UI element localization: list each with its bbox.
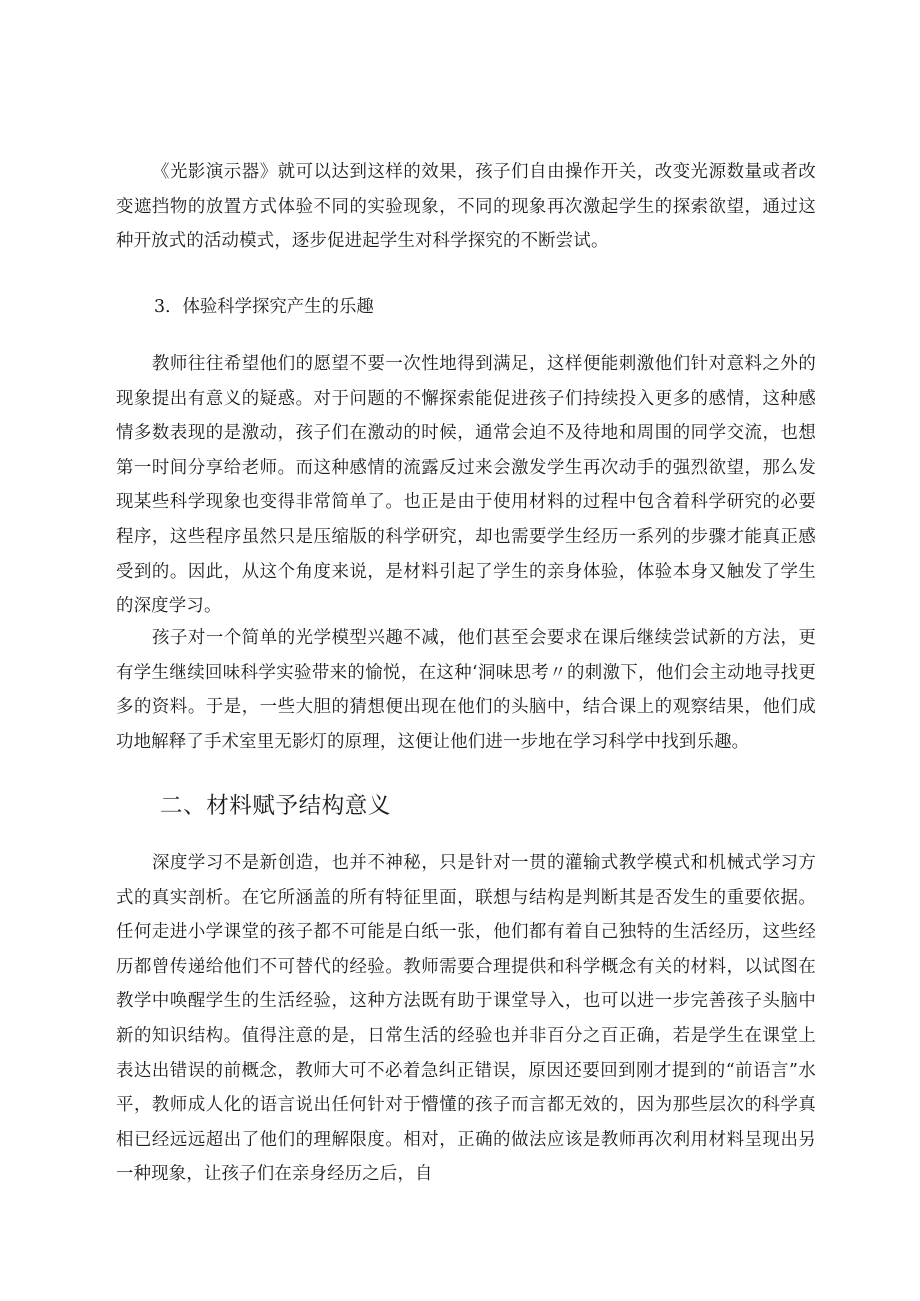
- paragraph-light-shadow-demonstrator: 《光影演示器》就可以达到这样的效果，孩子们自由操作开关，改变光源数量或者改变遮挡物的放置方式体验不同的实验现象，不同的现象再次激起学生的探索欲望，通过这种开放式的活动模式，逐步促进起学生对科学探究的不断尝试。: [116, 162, 816, 252]
- paragraph-deep-learning: 深度学习不是新创造，也并不神秘，只是针对一贯的灌输式教学模式和机械式学习方式的真实剖析。在它所涵盖的所有特征里面，联想与结构是判断其是否发生的重要依据。任何走进小学课堂的孩子都不可能是白纸一张，他们都有着自己独特的生活经历，这些经历都曾传递给他们不可替代的经验。教师需要合理提供和科学概念有关的材料，以试图在教学中唤醒学生的生活经验，这种方法既有助于课堂导入，也可以进一步完善孩子头脑中新的知识结构。值得注意的是，日常生活的经验也并非百分之百正确，若是学生在课堂上表达出错误的前概念，教师大可不必着急纠正错误，原因还要回到刚才提到的“前语言”水平，教师成人化的语言说出任何针对于懵懂的孩子而言都无效的，因为那些层次的科学真相已经远远超出了他们的理解限度。相对，正确的做法应该是教师再次利用材料呈现出另一种现象，让孩子们在亲身经历之后，自: [116, 853, 816, 1185]
- section-heading-material-structure: 二、材料赋予结构意义: [160, 793, 392, 819]
- subheading-experience-fun: 3．体验科学探究产生的乐趣: [154, 297, 374, 317]
- paragraph-teacher-expectations: 教师往往希望他们的愿望不要一次性地得到满足，这样便能刺激他们针对意料之外的现象提出有意义的疑惑。对于问题的不懈探索能促进孩子们持续投入更多的感情，这种感情多数表现的是激动，孩子们在激动的时候，通常会迫不及待地和周围的同学交流，也想第一时间分享给老师。而这种感情的流露反过来会激发学生再次动手的强烈欲望，那么发现某些科学现象也变得非常简单了。也正是由于使用材料的过程中包含着科学研究的必要程序，这些程序虽然只是压缩版的科学研究，却也需要学生经历一系列的步骤才能真正感受到的。因此，从这个角度来说，是材料引起了学生的亲身体验，体验本身又触发了学生的深度学习。: [116, 354, 816, 617]
- paragraph-optical-model-interest: 孩子对一个简单的光学模型兴趣不减，他们甚至会要求在课后继续尝试新的方法，更有学生继续回味科学实验带来的愉悦，在这种‘洞味思考〃的刺激下，他们会主动地寻找更多的资料。于是，一些大胆的猜想便出现在他们的头脑中，结合课上的观察结果，他们成功地解释了手术室里无影灯的原理，这便让他们进一步地在学习科学中找到乐趣。: [116, 628, 816, 752]
